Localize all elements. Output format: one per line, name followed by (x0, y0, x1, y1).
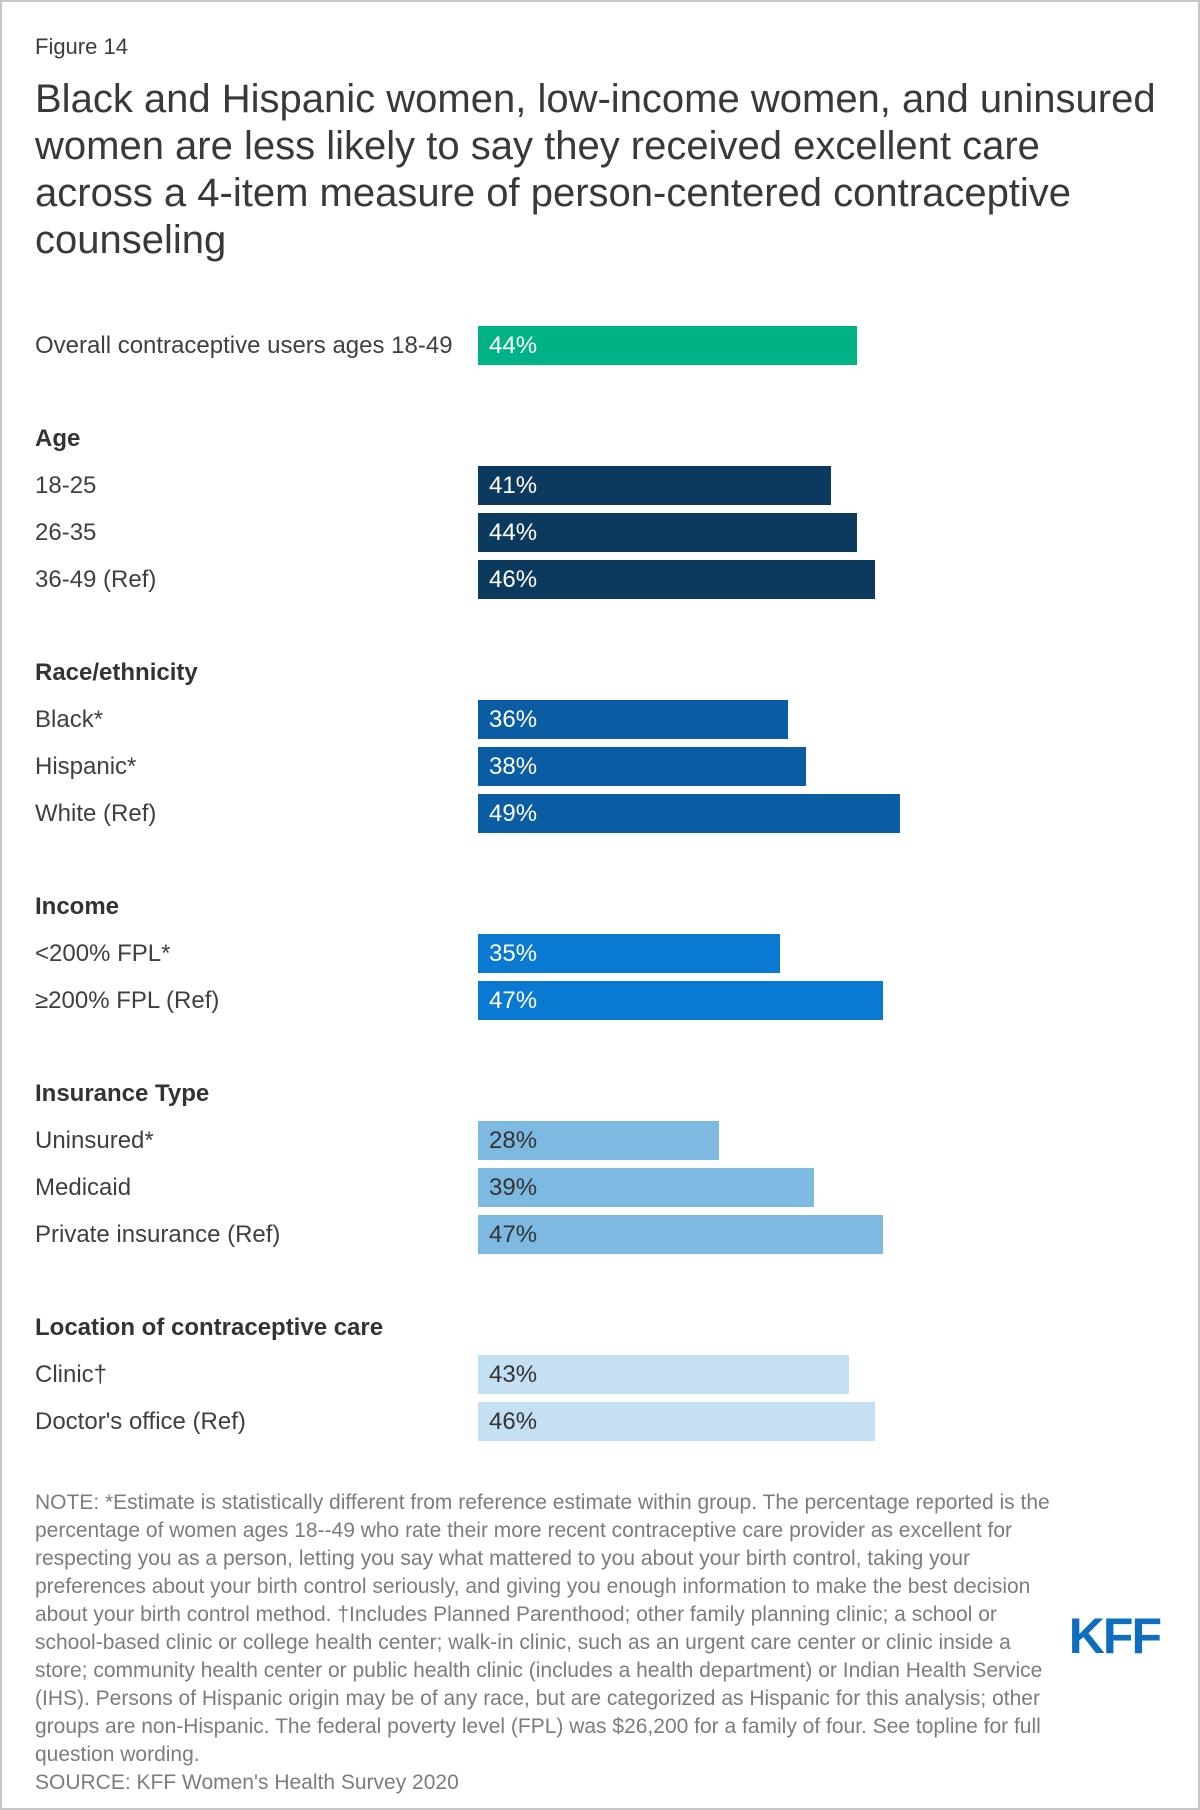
bar (478, 981, 883, 1020)
bar-value-label: 46% (489, 1407, 538, 1435)
bar-area (478, 700, 1162, 739)
bar-area (478, 747, 1162, 786)
bar-value-label: 28% (489, 1126, 538, 1154)
bar-value-label: 43% (489, 1360, 538, 1388)
bar-value-label: 46% (489, 565, 538, 593)
bar-area (478, 934, 1162, 973)
row-label: ≥200% FPL (Ref) (35, 986, 220, 1014)
bar-area (478, 794, 1162, 833)
bar-value-label: 44% (489, 518, 538, 546)
note-text: NOTE: *Estimate is statistically different from reference estimate within group. The percentage reported is the percentage of women ages 18--49 who rate their more recent contraceptive care provider as excellent for respecting you as a person, letting you say what mattered to you about your birth control, taking your preferences about your birth control seriously, and giving you enough information to make the best decision about your birth control method. †Includes Planned Parenthood; other family planning clinic; a school or school-based clinic or college health center; walk-in clinic, such as an urgent care center or clinic inside a store; community health center or public health clinic (includes a health department) or Indian Health Service (IHS). Persons of Hispanic origin may be of any race, but are categorized as Hispanic for this analysis; other groups are non-Hispanic. The federal poverty level (FPL) was $26,200 for a family of four. See topline for full question wording. (35, 1491, 1050, 1766)
row-label: Overall contraceptive users ages 18-49 (35, 331, 453, 359)
bar-value-label: 39% (489, 1173, 538, 1201)
row-label: White (Ref) (35, 799, 157, 827)
group-header: Insurance Type (35, 1080, 210, 1107)
chart-row (35, 747, 1162, 786)
bar (478, 934, 780, 973)
chart-row (35, 981, 1162, 1020)
chart-row (35, 326, 1162, 365)
bar-value-label: 38% (489, 752, 538, 780)
row-label: 26-35 (35, 518, 97, 546)
chart-row (35, 700, 1162, 739)
bar-value-label: 44% (489, 331, 538, 359)
group-header: Location of contraceptive care (35, 1314, 384, 1341)
row-label: Hispanic* (35, 752, 137, 780)
chart-row (35, 794, 1162, 833)
chart-group (35, 893, 1162, 1020)
bar-value-label: 36% (489, 705, 538, 733)
bar (478, 466, 831, 505)
row-label: 18-25 (35, 471, 97, 499)
row-label: Clinic† (35, 1360, 108, 1388)
chart-row (35, 1121, 1162, 1160)
bar-area (478, 326, 1162, 365)
bar-area (478, 513, 1162, 552)
source-text: SOURCE: KFF Women's Health Survey 2020 (35, 1771, 459, 1794)
bar (478, 1168, 814, 1207)
chart-group (35, 1080, 1162, 1254)
row-label: Black* (35, 705, 104, 733)
row-label: Medicaid (35, 1173, 132, 1201)
bar-value-label: 35% (489, 939, 538, 967)
chart-row (35, 1168, 1162, 1207)
chart-row (35, 1402, 1162, 1441)
row-label: 36-49 (Ref) (35, 565, 157, 593)
bar-area (478, 1215, 1162, 1254)
chart-group (35, 1314, 1162, 1441)
bar-area (478, 560, 1162, 599)
bar (478, 560, 875, 599)
chart-row (35, 560, 1162, 599)
bar-area (478, 1168, 1162, 1207)
bar-area (478, 1402, 1162, 1441)
bar (478, 1402, 875, 1441)
bar (478, 1215, 883, 1254)
row-label: <200% FPL* (35, 939, 171, 967)
row-label: Uninsured* (35, 1126, 154, 1154)
chart-group (35, 326, 1162, 365)
bar (478, 326, 857, 365)
chart-row (35, 513, 1162, 552)
row-label: Doctor's office (Ref) (35, 1407, 246, 1435)
chart-group (35, 425, 1162, 599)
bar-chart (35, 326, 1162, 1441)
bar (478, 513, 857, 552)
bar-value-label: 49% (489, 799, 538, 827)
bar-value-label: 47% (489, 986, 538, 1014)
bar-value-label: 47% (489, 1220, 538, 1248)
bar (478, 700, 788, 739)
group-header: Income (35, 893, 120, 920)
chart-group (35, 659, 1162, 833)
chart-row (35, 1355, 1162, 1394)
group-header: Race/ethnicity (35, 659, 198, 686)
chart-row (35, 466, 1162, 505)
chart-row (35, 1215, 1162, 1254)
bar-area (478, 1355, 1162, 1394)
bar (478, 1121, 719, 1160)
bar (478, 1355, 849, 1394)
row-label: Private insurance (Ref) (35, 1220, 281, 1248)
page-title: Black and Hispanic women, low-income women, and uninsured women are less likely to say they received excellent care across a 4-item measure of person-centered contraceptive counseling (35, 77, 1156, 262)
figure-content (2, 2, 1198, 1797)
bar (478, 747, 806, 786)
bar-area (478, 466, 1162, 505)
chart-row (35, 934, 1162, 973)
bar (478, 794, 900, 833)
kff-logo: KFF (1068, 1608, 1160, 1664)
bar-area (478, 981, 1162, 1020)
footer (35, 1489, 1162, 1797)
bar-value-label: 41% (489, 471, 538, 499)
bar-area (478, 1121, 1162, 1160)
group-header: Age (35, 425, 81, 452)
figure-number-label: Figure 14 (35, 34, 128, 59)
